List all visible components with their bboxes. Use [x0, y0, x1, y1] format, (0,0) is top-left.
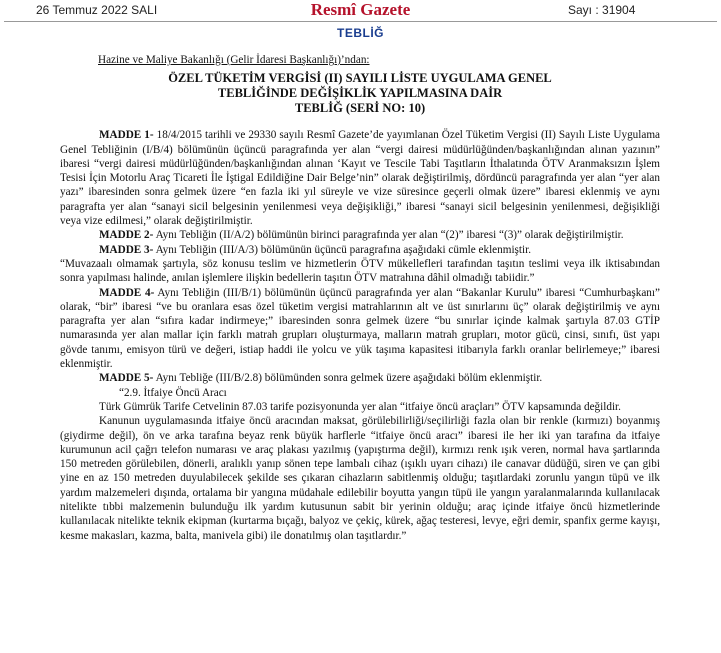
- section-title: TEBLİĞ: [337, 26, 384, 40]
- article-3-text: Aynı Tebliğin (III/A/3) bölümünün üçüncü paragrafına aşağıdaki cümle eklenmiştir.: [153, 243, 532, 256]
- article-2: [60, 228, 660, 242]
- article-3: [60, 243, 660, 257]
- doc-title-line-3: TEBLİĞ (SERİ NO: 10): [294, 101, 426, 116]
- header-divider: [4, 21, 717, 22]
- article-2-label: MADDE 2-: [99, 229, 154, 242]
- doc-title-line-2: TEBLİĞİNDE DEĞİŞİKLİK YAPILMASINA DAİR: [217, 86, 503, 101]
- gazette-header: [0, 0, 721, 22]
- issue-date: 26 Temmuz 2022 SALI: [36, 3, 158, 17]
- document-body: [60, 53, 660, 543]
- article-1-text: 18/4/2015 tarihli ve 29330 sayılı Resmî Gazete’de yayımlanan Özel Tüketim Vergisi (II) Sayılı Liste Uygulama Genel Tebliğinin (I/B/4) bölümünün üçüncü paragrafında yer alan “vergi dairesi müdürlüğünden/başkanlığından alınan yazının” ibaresi “vergi dairesi müdürlüğünden/başkanlığından alınan ‘Kayıt ve Tescile Tabi Taşıtların İthalatında ÖTV Aranmaksızın İşlem Tesisi İçin Motorlu Araç Ticareti İle İştigal Edildiğine Dair Belge’nin” olarak değiştirilmiş, dördüncü paragrafında yer alan “yer alan yazı” ibaresinden sonra gelmek üzere “en fazla iki yıl süreyle ve vize süresince geçerli olmak üzere” ibaresi eklenmiş ve aynı paragrafta yer alan “sanayi sicil belgesinin yenilenmesi veya değişikliği,” ibaresi “sanayi sicil belgesinin yenilenmesi, değişikliği veya vize edilmesi,” olarak değiştirilmiştir.: [60, 129, 660, 228]
- article-3-quote: “Muvazaalı olmamak şartıyla, söz konusu teslim ve hizmetlerin ÖTV mükellefleri tarafından taşıtın teslimi veya ilk iktisabından sonra yapılması halinde, anılan işlemlere ilişkin bedellerin taşıtın ÖTV matrahına dâhil olmadığı tabiidir.”: [60, 257, 660, 285]
- article-1-label: MADDE 1-: [99, 129, 154, 142]
- article-5-paragraph-1: Türk Gümrük Tarife Cetvelinin 87.03 tarife pozisyonunda yer alan “itfaiye öncü araçları” ÖTV kapsamında değildir.: [99, 400, 621, 413]
- gazette-title: Resmî Gazete: [310, 0, 411, 19]
- article-4-label: MADDE 4-: [99, 286, 155, 299]
- article-4-text: Aynı Tebliğin (III/B/1) bölümünün üçüncü paragrafında yer alan “Bakanlar Kurulu” ibaresi “Cumhurbaşkanı” olarak, “bir” ibaresi “ve bu oranlara esas özel tüketim vergisi matrahlarının alt ve üst sınırlarını üç” olarak değiştirilmiş ve aynı paragrafta yer alan “sıfıra kadar indirmeye;” ibaresinden sonra gelmek üzere “bu sınırlar içinde kalmak şartıyla 87.03 GTİP numarasında yer alan mallar için farklı matrah grupları oluşturmaya, malların matrah grupları, motor gücü, cinsi, sınıfı, üst yapı gövde tanımı, emisyon türü ve değeri, istiap haddi ile yolcu ve yük taşıma kapasitesi itibarıyla farklı oranlar belirlemeye;” ibaresi eklenmiştir.: [60, 286, 660, 371]
- article-5-paragraph-2: Kanunun uygulamasında itfaiye öncü aracından maksat, görülebilirliği/seçilirliği fazla olan bir renkle (kırmızı) boyanmış (giydirme değil), ön ve arka tarafına beyaz renk büyük harflerle “itfaiye öncü aracı” ibaresi ile her iki yan tarafına da itfaiye kurumunun acil çağrı telefon numarası ve araç plakası yazılmış (yapıştırma değil), kırmızı renk ışık veren, normal hava şartlarında 150 metreden görülebilen, dönerli, aralıklı yanıp sönen tepe lambalı cihaz (ışıklı uyarı cihazı) ile canavar düdüğü, siren ve çan gibi yine en az 150 metreden duyulabilecek şekilde ses çıkaran cihazların sabitlenmiş olduğu; taşıtlardaki zorunlu yangın tüpü ve ilk yardım malzemeleri dışında, ortalama bir yangına müdahale edilebilir boyutta yangın tüpü ile yangın yaralanmalarında kullanılacak nitelikte tıbbi malzemenin bulunduğu ilk yardım kutusunun sabit bir yerinin olduğu; araç içinde itfaiye öncü hizmetlerinde kullanılacak nitelikte teknik ekipman (kurtarma bıçağı, balyoz ve çekiç, kürek, ağaç testeresi, levye, eğri demir, spanfix germe kayışı, kesme makasları, kazma, balta, manivela gibi) ile donatılmış olan taşıtlardır.”: [60, 415, 660, 542]
- article-5-heading: “2.9. İtfaiye Öncü Aracı: [119, 386, 227, 399]
- article-2-text: Aynı Tebliğin (II/A/2) bölümünün birinci paragrafında yer alan “(2)” ibaresi “(3)” olarak değiştirilmiştir.: [153, 229, 624, 242]
- article-5: [60, 371, 660, 385]
- doc-title-line-1: ÖZEL TÜKETİM VERGİSİ (II) SAYILI LİSTE UYGULAMA GENEL: [168, 71, 552, 86]
- issuing-institution: Hazine ve Maliye Bakanlığı (Gelir İdaresi Başkanlığı)’ndan:: [98, 54, 370, 66]
- article-5-text: Aynı Tebliğe (III/B/2.8) bölümünden sonra gelmek üzere aşağıdaki bölüm eklenmiştir.: [153, 372, 543, 385]
- article-1: [60, 128, 660, 228]
- article-5-label: MADDE 5-: [99, 372, 154, 385]
- article-4: [60, 286, 660, 372]
- issue-number: Sayı : 31904: [568, 3, 636, 17]
- article-3-label: MADDE 3-: [99, 243, 154, 256]
